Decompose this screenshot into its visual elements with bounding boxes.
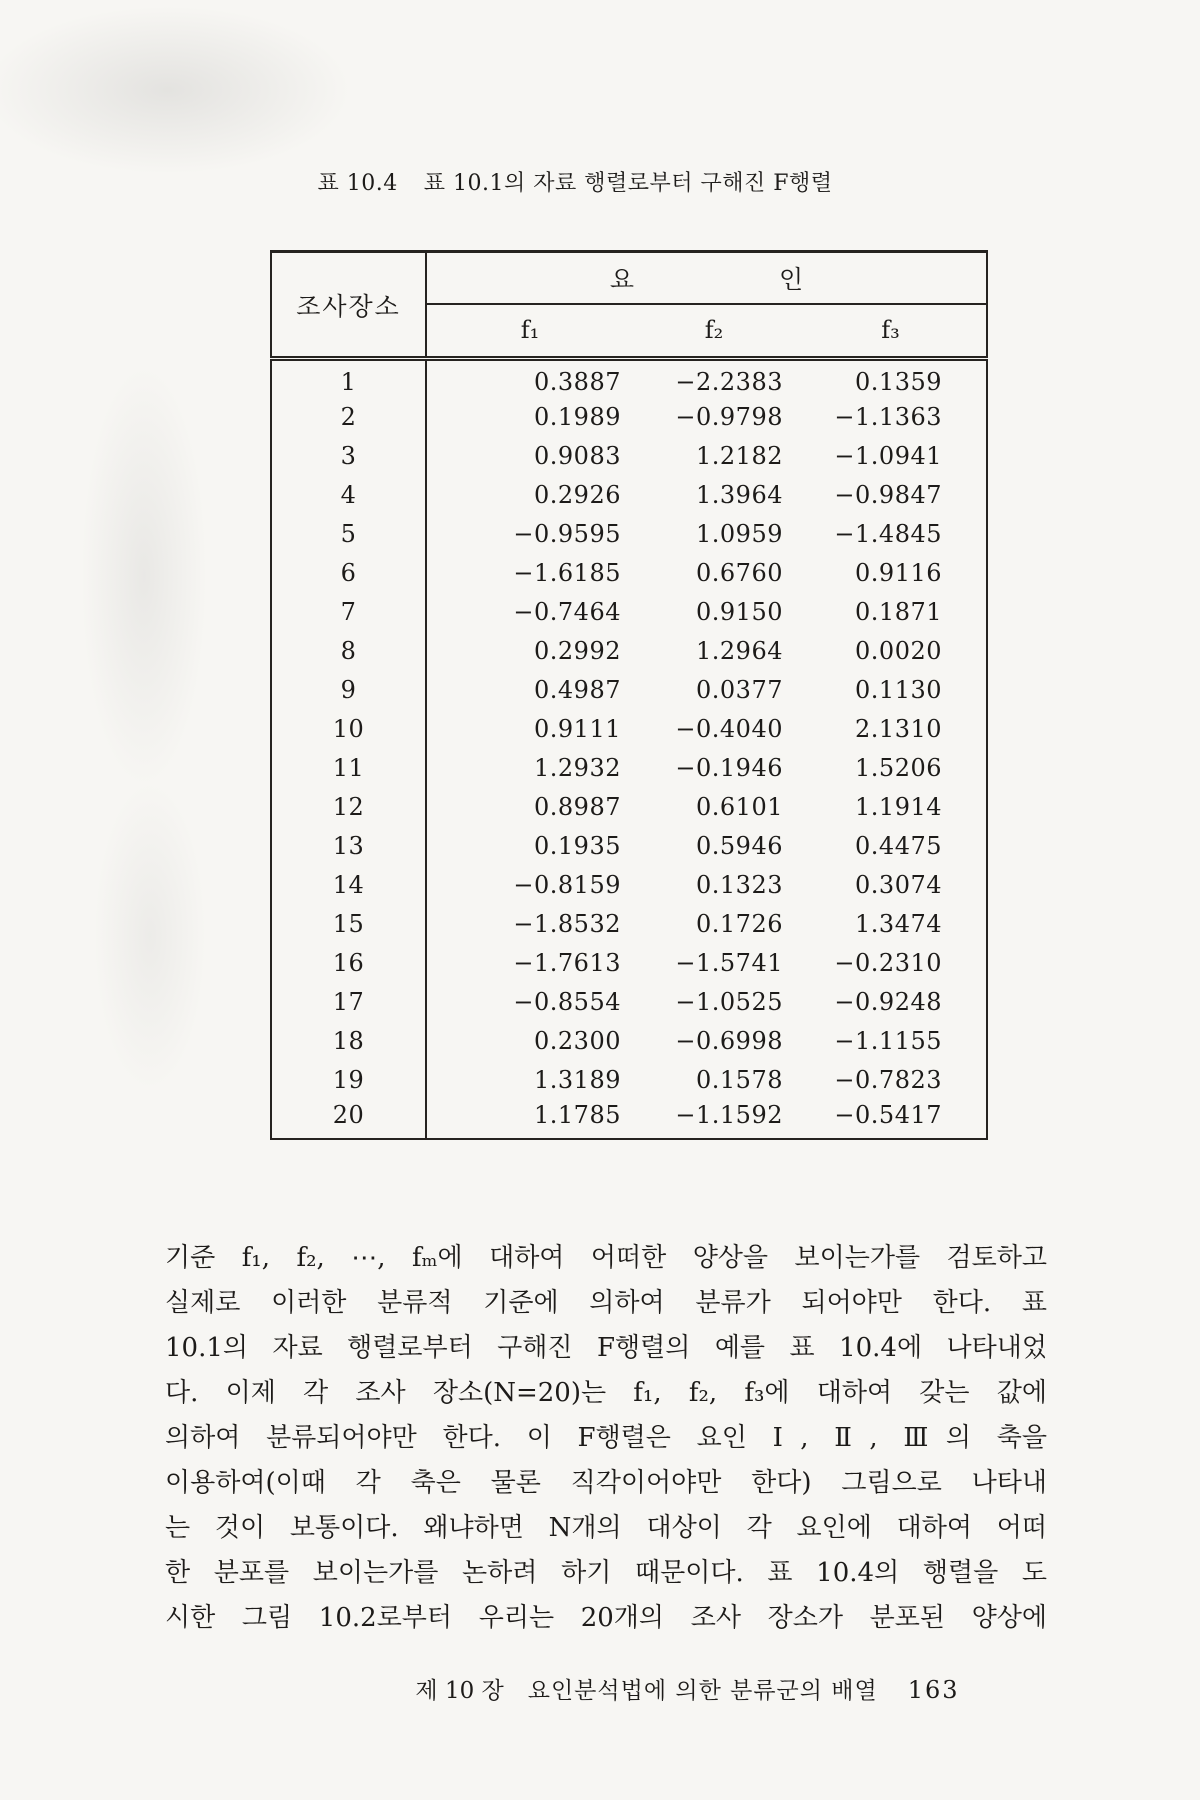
factor-value-cell: −1.5741 bbox=[675, 949, 783, 977]
factor-value-cell: −1.4845 bbox=[834, 520, 943, 548]
col-header-f3: f₃ bbox=[795, 304, 987, 359]
factor-value-cell: 0.6760 bbox=[696, 559, 783, 587]
table-row bbox=[271, 983, 987, 1022]
factor-value-cell: −0.7464 bbox=[513, 598, 621, 626]
factor-value-cell: 0.8987 bbox=[534, 793, 621, 821]
site-number-cell: 20 bbox=[271, 1100, 426, 1139]
factor-value-cell: 1.2932 bbox=[534, 754, 621, 782]
body-text bbox=[165, 1236, 1047, 1641]
text-line: 이용하여(이때 각 축은 물론 직각이어야만 한다) 그림으로 나타내 bbox=[165, 1468, 1047, 1498]
table-row bbox=[271, 1022, 987, 1061]
table-row bbox=[271, 944, 987, 983]
factor-value-cell: −0.5417 bbox=[834, 1101, 943, 1129]
table-row bbox=[271, 671, 987, 710]
factor-value-cell: 0.3074 bbox=[855, 871, 943, 899]
factor-value-cell: 0.9150 bbox=[696, 598, 783, 626]
factor-value-cell: −1.1155 bbox=[834, 1027, 943, 1055]
factor-value-cell: −0.4040 bbox=[675, 715, 783, 743]
site-number-cell: 9 bbox=[271, 671, 426, 710]
site-number-cell: 12 bbox=[271, 788, 426, 827]
col-header-f1: f₁ bbox=[426, 304, 633, 359]
factor-value-cell: 0.0020 bbox=[855, 637, 943, 665]
footer-running-title: 요인분석법에 의한 분류군의 배열 bbox=[527, 1678, 878, 1704]
site-number-cell: 5 bbox=[271, 515, 426, 554]
factor-value-cell: 2.1310 bbox=[855, 715, 943, 743]
factor-value-cell: −0.8554 bbox=[513, 988, 621, 1016]
factor-value-cell: 0.1578 bbox=[696, 1066, 783, 1094]
footer-chapter: 제 10 장 bbox=[415, 1678, 504, 1704]
site-number-cell: 2 bbox=[271, 398, 426, 437]
factor-value-cell: 0.1359 bbox=[855, 367, 943, 396]
factor-value-cell: 0.3887 bbox=[534, 367, 621, 396]
factor-value-cell: 1.5206 bbox=[855, 754, 943, 782]
factor-value-cell: −0.1946 bbox=[675, 754, 783, 782]
text-line: 는 것이 보통이다. 왜냐하면 N개의 대상이 각 요인에 대하여 어떠 bbox=[165, 1513, 1047, 1543]
factor-value-cell: −0.8159 bbox=[513, 871, 621, 899]
site-number-cell: 13 bbox=[271, 827, 426, 866]
factor-value-cell: −1.1363 bbox=[834, 403, 943, 431]
table-row bbox=[271, 905, 987, 944]
text-line: 다. 이제 각 조사 장소(N=20)는 f₁, f₂, f₃에 대하여 갖는 값에 bbox=[165, 1378, 1047, 1408]
factor-group-char-right: 인 bbox=[779, 264, 804, 294]
table-body bbox=[271, 359, 987, 1139]
factor-value-cell: −0.2310 bbox=[834, 949, 943, 977]
factor-value-cell: 0.1935 bbox=[534, 832, 621, 860]
factor-value-cell: −2.2383 bbox=[675, 367, 783, 396]
factor-value-cell: 1.0959 bbox=[696, 520, 783, 548]
site-number-cell: 3 bbox=[271, 437, 426, 476]
col-header-survey-site: 조사장소 bbox=[271, 252, 426, 359]
factor-value-cell: −1.7613 bbox=[513, 949, 621, 977]
factor-value-cell: 1.3964 bbox=[696, 481, 783, 509]
factor-value-cell: −0.9248 bbox=[834, 988, 943, 1016]
table-row bbox=[271, 398, 987, 437]
site-number-cell: 16 bbox=[271, 944, 426, 983]
site-number-cell: 8 bbox=[271, 632, 426, 671]
table-row bbox=[271, 632, 987, 671]
table-row bbox=[271, 359, 987, 398]
text-line: 10.1의 자료 행렬로부터 구해진 F행렬의 예를 표 10.4에 나타내었 bbox=[165, 1333, 1047, 1363]
site-number-cell: 10 bbox=[271, 710, 426, 749]
factor-value-cell: 0.1323 bbox=[696, 871, 783, 899]
table-row bbox=[271, 476, 987, 515]
factor-value-cell: 0.6101 bbox=[696, 793, 783, 821]
factor-value-cell: −0.9847 bbox=[834, 481, 943, 509]
factor-value-cell: −0.9798 bbox=[675, 403, 783, 431]
factor-value-cell: 0.1726 bbox=[696, 910, 783, 938]
factor-value-cell: 0.1989 bbox=[534, 403, 621, 431]
factor-value-cell: 0.4475 bbox=[855, 832, 943, 860]
table-row bbox=[271, 593, 987, 632]
table-caption-text: 표 10.1의 자료 행렬로부터 구해진 F행렬 bbox=[423, 171, 833, 196]
factor-value-cell: −1.0525 bbox=[675, 988, 783, 1016]
table-row bbox=[271, 554, 987, 593]
site-number-cell: 4 bbox=[271, 476, 426, 515]
table-row bbox=[271, 788, 987, 827]
site-number-cell: 15 bbox=[271, 905, 426, 944]
factor-value-cell: 1.2182 bbox=[696, 442, 783, 470]
factor-value-cell: 1.2964 bbox=[696, 637, 783, 665]
factor-value-cell: 0.2926 bbox=[534, 481, 621, 509]
footer-page-number: 163 bbox=[907, 1676, 960, 1704]
factor-value-cell: 0.2992 bbox=[534, 637, 621, 665]
site-number-cell: 18 bbox=[271, 1022, 426, 1061]
factor-value-cell: 0.9111 bbox=[534, 715, 621, 743]
factor-value-cell: −0.7823 bbox=[834, 1066, 943, 1094]
site-number-cell: 1 bbox=[271, 359, 426, 398]
table-row bbox=[271, 515, 987, 554]
factor-value-cell: −1.0941 bbox=[834, 442, 943, 470]
factor-value-cell: 1.3189 bbox=[534, 1066, 621, 1094]
factor-value-cell: 0.5946 bbox=[696, 832, 783, 860]
table-row bbox=[271, 749, 987, 788]
text-line: 시한 그림 10.2로부터 우리는 20개의 조사 장소가 분포된 양상에 bbox=[165, 1603, 1047, 1633]
text-line: 기준 f₁, f₂, ⋯, fₘ에 대하여 어떠한 양상을 보이는가를 검토하고 bbox=[165, 1243, 1047, 1273]
factor-value-cell: 1.1914 bbox=[855, 793, 943, 821]
table-row bbox=[271, 866, 987, 905]
factor-value-cell: 0.9116 bbox=[855, 559, 943, 587]
factor-value-cell: 0.4987 bbox=[534, 676, 621, 704]
factor-value-cell: 0.2300 bbox=[534, 1027, 621, 1055]
col-header-factor-group bbox=[426, 252, 987, 304]
table-row bbox=[271, 1061, 987, 1100]
factor-value-cell: 0.0377 bbox=[696, 676, 783, 704]
site-number-cell: 7 bbox=[271, 593, 426, 632]
text-line: 실제로 이러한 분류적 기준에 의하여 분류가 되어야만 한다. 표 bbox=[165, 1288, 1047, 1318]
factor-value-cell: −0.6998 bbox=[675, 1027, 783, 1055]
factor-value-cell: −1.6185 bbox=[513, 559, 621, 587]
table-row bbox=[271, 710, 987, 749]
factor-value-cell: −1.1592 bbox=[675, 1101, 783, 1129]
f-matrix-table bbox=[270, 250, 988, 1140]
table-row bbox=[271, 1100, 987, 1139]
text-line: 의하여 분류되어야만 한다. 이 F행렬은 요인 Ⅰ, Ⅱ, Ⅲ의 축을 bbox=[165, 1423, 1047, 1453]
factor-value-cell: 0.9083 bbox=[534, 442, 621, 470]
factor-group-char-left: 요 bbox=[609, 264, 634, 294]
table-row bbox=[271, 437, 987, 476]
factor-value-cell: 1.1785 bbox=[534, 1101, 621, 1129]
factor-value-cell: 0.1871 bbox=[855, 598, 943, 626]
table-caption-label: 표 10.4 bbox=[317, 171, 398, 196]
site-number-cell: 14 bbox=[271, 866, 426, 905]
site-number-cell: 11 bbox=[271, 749, 426, 788]
site-number-cell: 19 bbox=[271, 1061, 426, 1100]
site-number-cell: 17 bbox=[271, 983, 426, 1022]
table-caption bbox=[0, 166, 1150, 197]
table-row bbox=[271, 827, 987, 866]
factor-value-cell: −0.9595 bbox=[513, 520, 621, 548]
factor-value-cell: −1.8532 bbox=[513, 910, 621, 938]
page-footer bbox=[175, 1672, 1200, 1705]
factor-value-cell: 1.3474 bbox=[855, 910, 943, 938]
factor-value-cell: 0.1130 bbox=[855, 676, 943, 704]
text-line: 한 분포를 보이는가를 논하려 하기 때문이다. 표 10.4의 행렬을 도 bbox=[165, 1558, 1047, 1588]
site-number-cell: 6 bbox=[271, 554, 426, 593]
col-header-f2: f₂ bbox=[633, 304, 795, 359]
